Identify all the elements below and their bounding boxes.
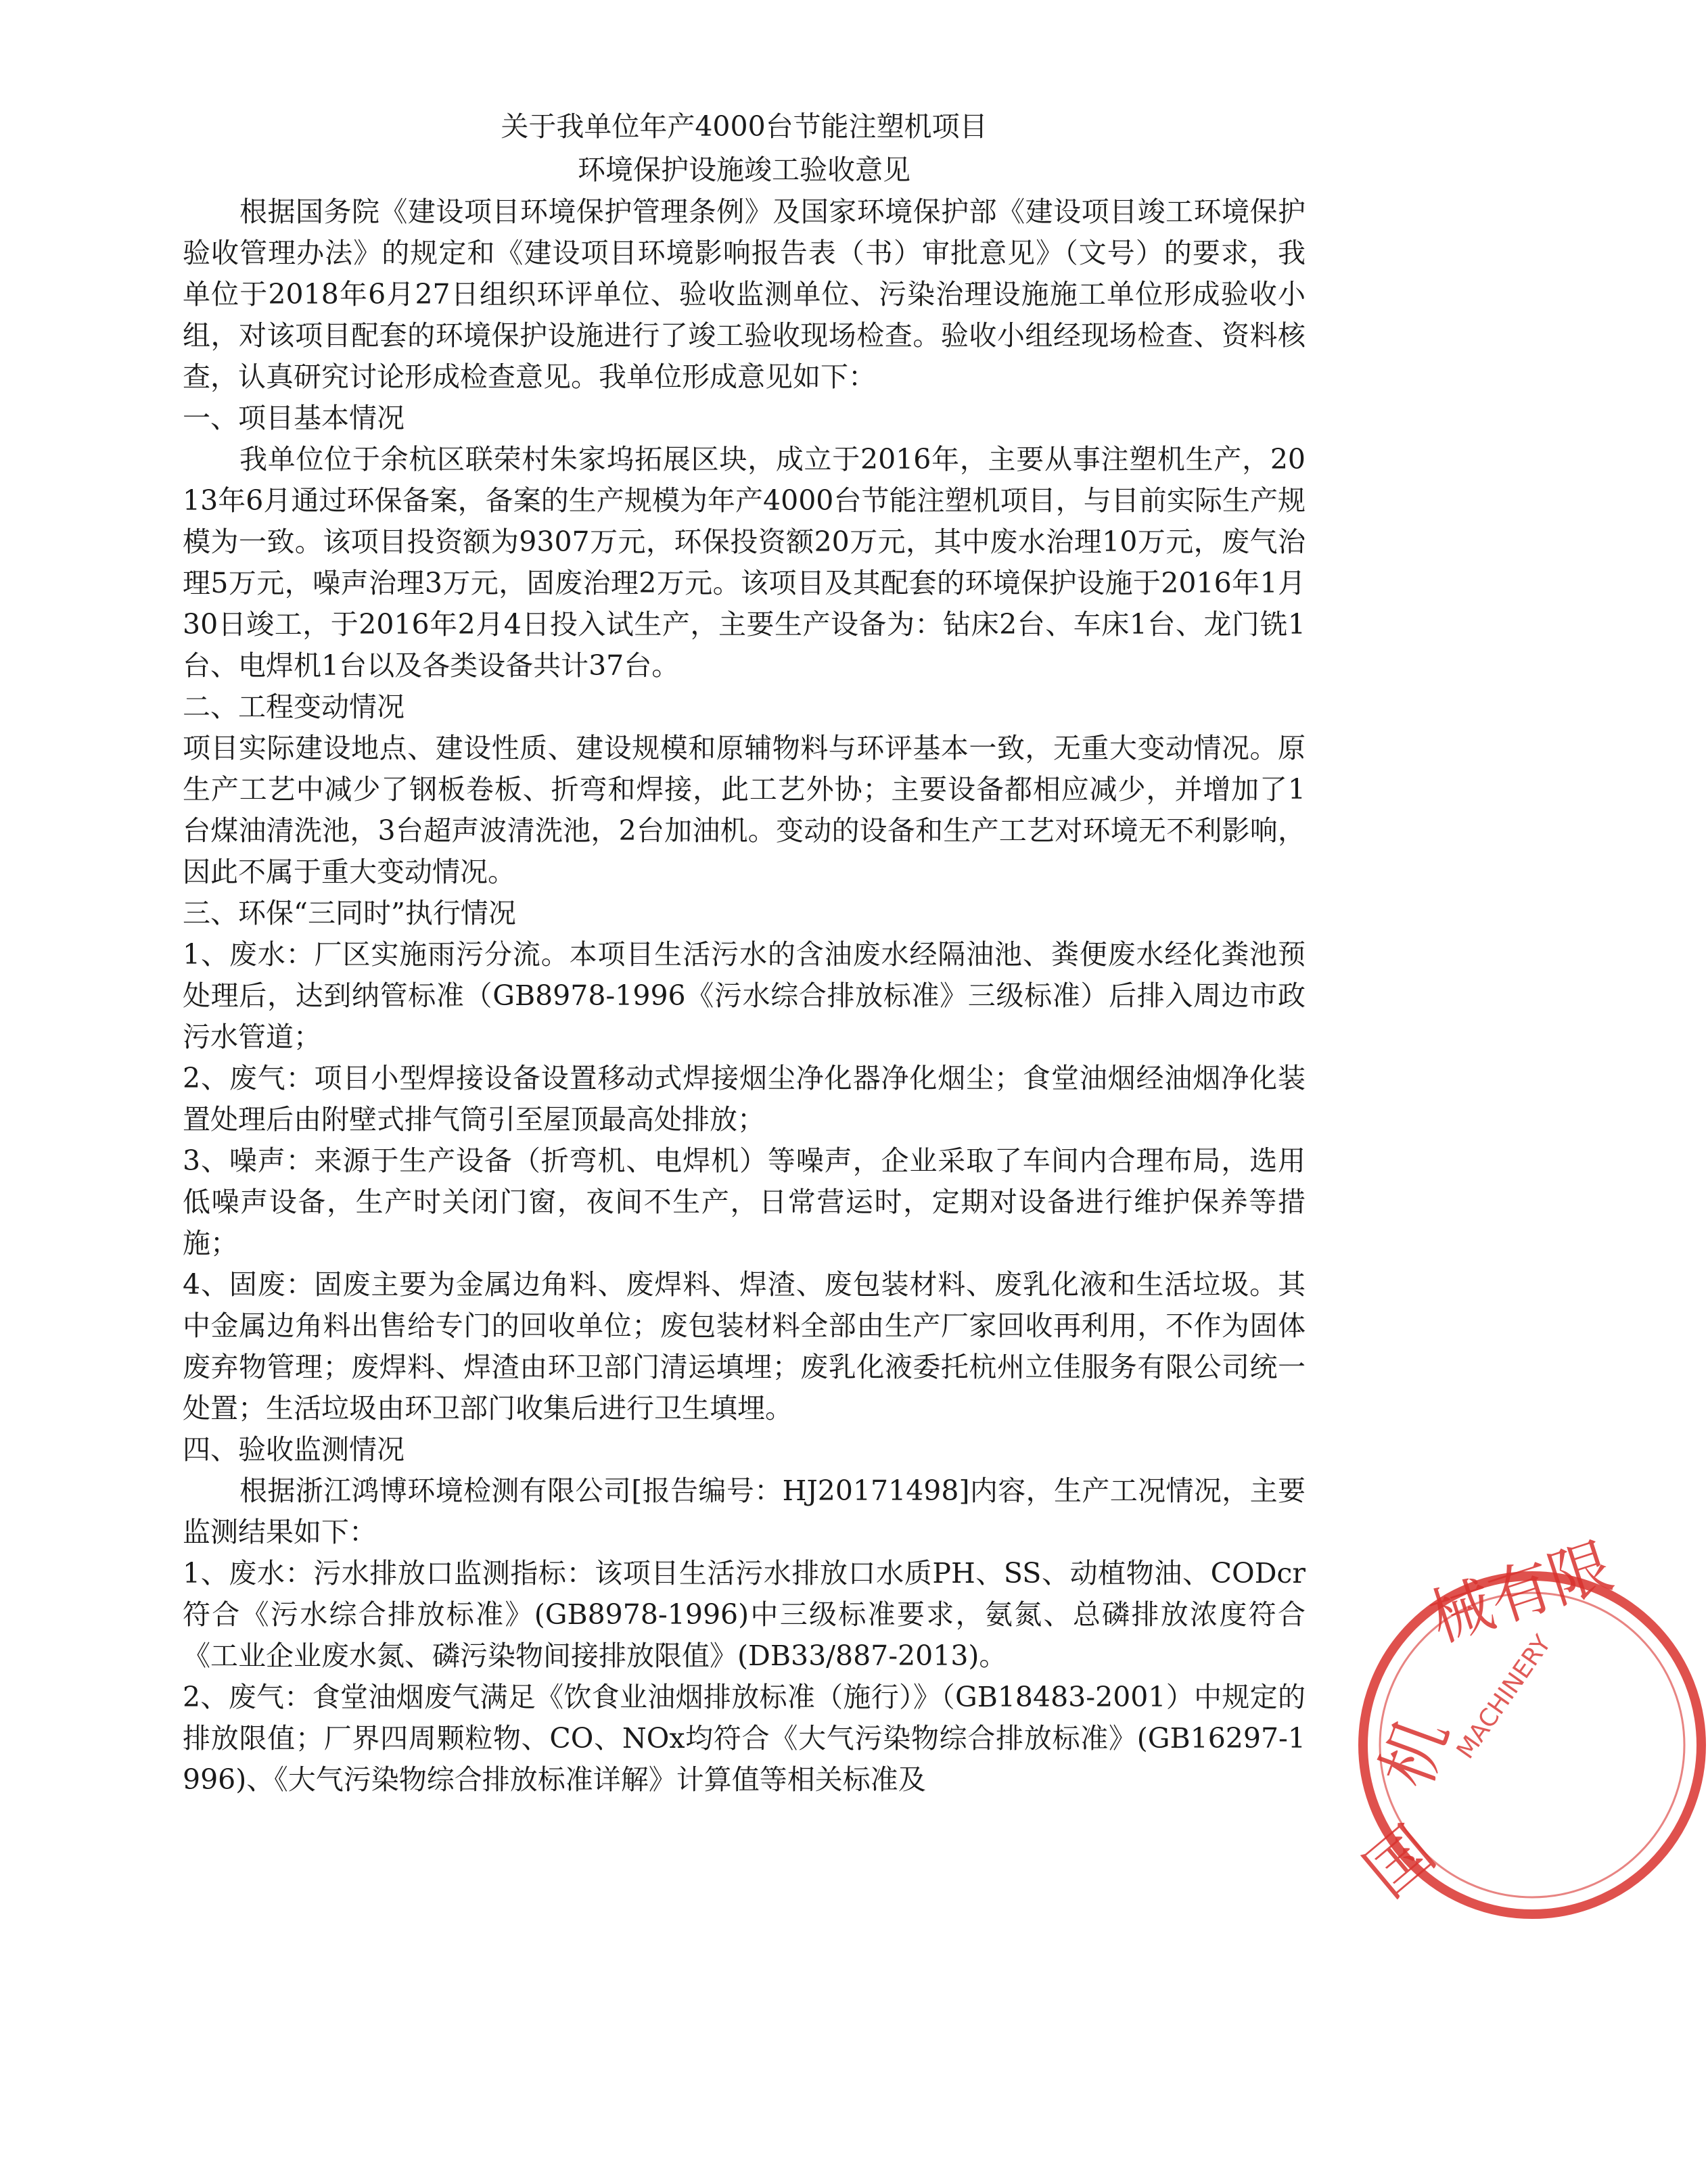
section3-item-wastewater: 1、废水：厂区实施雨污分流。本项目生活污水的含油废水经隔油池、粪便废水经化粪池预处理后，达到纳管标准（GB8978-1996《污水综合排放标准》三级标准）后排入周边市政污水管道； xyxy=(183,938,1306,1053)
section2-heading: 二、工程变动情况 xyxy=(183,691,405,723)
company-seal-stamp xyxy=(1350,1529,1708,1921)
section4-heading: 四、验收监测情况 xyxy=(183,1433,405,1466)
section3-item-waste-gas: 2、废气：项目小型焊接设备设置移动式焊接烟尘净化器净化烟尘；食堂油烟经油烟净化装置处理后由附壁式排气筒引至屋顶最高处排放； xyxy=(183,1062,1306,1136)
section3-item-noise: 3、噪声：来源于生产设备（折弯机、电焊机）等噪声，企业采取了车间内合理布局，选用低噪声设备，生产时关闭门窗，夜间不生产，日常营运时，定期对设备进行维护保养等措施； xyxy=(183,1144,1306,1259)
page-bottom-margin xyxy=(0,2019,1537,2159)
document-title-line1: 关于我单位年产4000台节能注塑机项目 xyxy=(501,110,988,143)
intro-paragraph: 根据国务院《建设项目环境保护管理条例》及国家环境保护部《建设项目竣工环境保护验收管理办法》的规定和《建设项目环境影响报告表（书）审批意见》（文号）的要求，我单位于2018年6月27日组织环评单位、验收监测单位、污染治理设施施工单位形成验收小组，对该项目配套的环境保护设施进行了竣工验收现场检查。验收小组经现场检查、资料核查，认真研究讨论形成检查意见。我单位形成意见如下： xyxy=(183,195,1306,393)
seal-text-bottom: 国 xyxy=(1350,1811,1449,1912)
seal-text-english: MACHINERY xyxy=(1451,1630,1557,1764)
document-page xyxy=(183,105,1306,1801)
section3-item-solid-waste: 4、固废：固废主要为金属边角料、废焊料、焊渣、废包装材料、废乳化液和生活垃圾。其中金属边角料出售给专门的回收单位；废包装材料全部由生产厂家回收再利用，不作为固体废弃物管理；废焊料、焊渣由环卫部门清运填埋；废乳化液委托杭州立佳服务有限公司统一处置；生活垃圾由环卫部门收集后进行卫生填埋。 xyxy=(183,1268,1306,1424)
section4-intro: 根据浙江鸿博环境检测有限公司[报告编号：HJ20171498]内容，生产工况情况，主要监测结果如下： xyxy=(183,1475,1306,1548)
section1-body: 我单位位于余杭区联荣村朱家坞拓展区块，成立于2016年，主要从事注塑机生产，2013年6月通过环保备案，备案的生产规模为年产4000台节能注塑机项目，与目前实际生产规模为一致。该项目投资额为9307万元，环保投资额20万元，其中废水治理10万元，废气治理5万元，噪声治理3万元，固废治理2万元。该项目及其配套的环境保护设施于2016年1月30日竣工，于2016年2月4日投入试生产，主要生产设备为：钻床2台、车床1台、龙门铣1台、电焊机1台以及各类设备共计37台。 xyxy=(183,443,1306,682)
seal-text-side: 机 xyxy=(1366,1707,1464,1798)
section1-heading: 一、项目基本情况 xyxy=(183,402,405,434)
section4-item-wastewater: 1、废水：污水排放口监测指标：该项目生活污水排放口水质PH、SS、动植物油、CODcr符合《污水综合排放标准》(GB8978-1996)中三级标准要求，氨氮、总磷排放浓度符合《工业企业废水氮、磷污染物间接排放限值》(DB33/887-2013)。 xyxy=(183,1557,1306,1672)
section4-item-waste-gas: 2、废气：食堂油烟废气满足《饮食业油烟排放标准（施行）》（GB18483-2001）中规定的排放限值；厂界四周颗粒物、CO、NOx均符合《大气污染物综合排放标准》(GB16297-1996)、《大气污染物综合排放标准详解》计算值等相关标准及 xyxy=(183,1681,1306,1796)
section3-heading: 三、环保“三同时”执行情况 xyxy=(183,897,516,929)
section2-body: 项目实际建设地点、建设性质、建设规模和原辅物料与环评基本一致，无重大变动情况。原生产工艺中减少了钢板卷板、折弯和焊接，此工艺外协；主要设备都相应减少，并增加了1台煤油清洗池，3台超声波清洗池，2台加油机。变动的设备和生产工艺对环境无不利影响，因此不属于重大变动情况。 xyxy=(183,732,1306,888)
seal-text-top: 械有限 xyxy=(1421,1529,1621,1656)
document-title-line2: 环境保护设施竣工验收意见 xyxy=(578,154,910,186)
